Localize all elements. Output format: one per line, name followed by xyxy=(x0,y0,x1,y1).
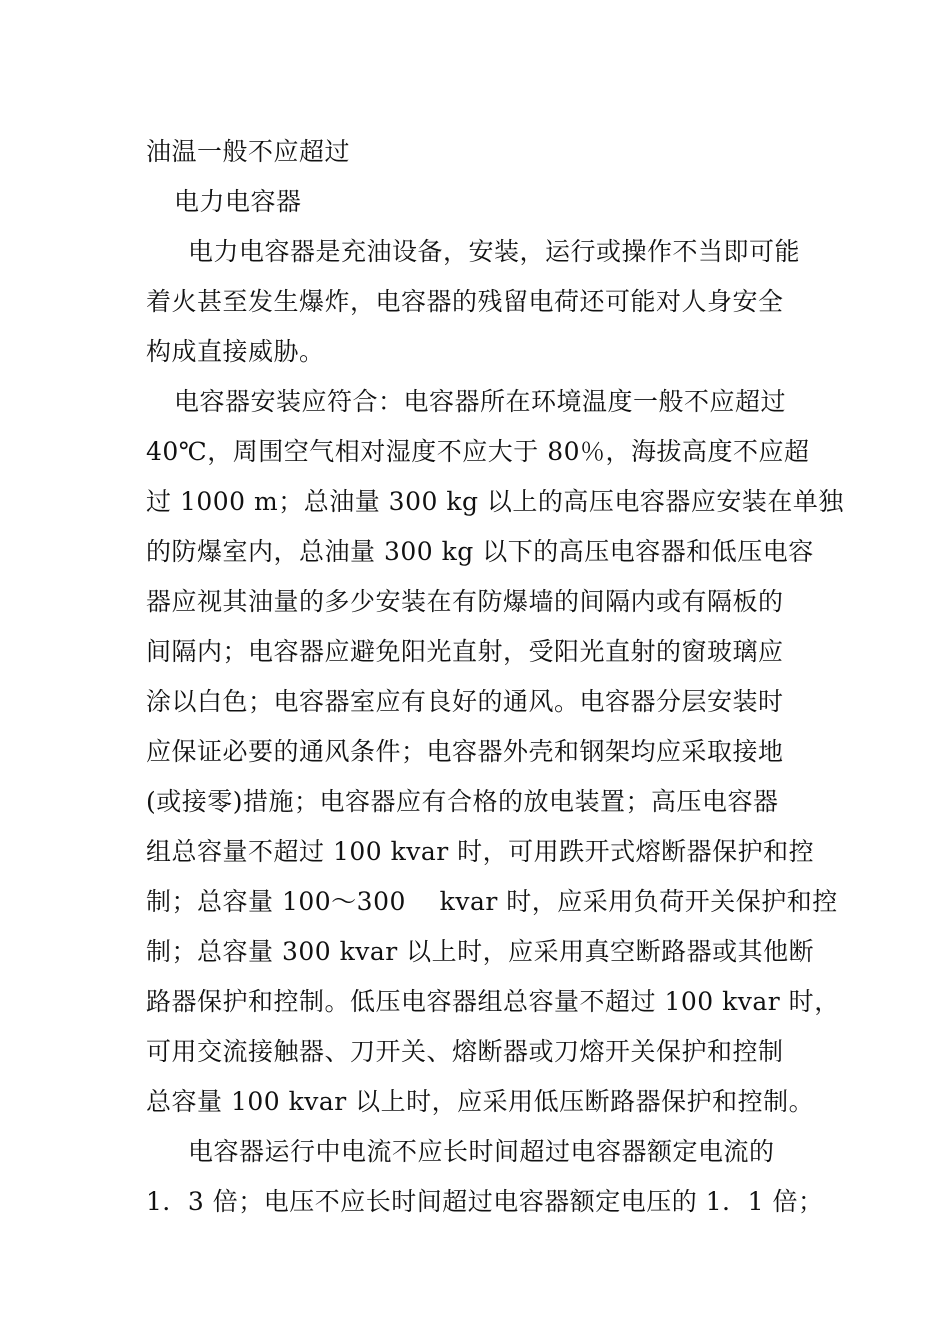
text-line-20: 总容量 100 kvar 以上时，应采用低压断路器保护和控制。 xyxy=(146,1087,815,1116)
text-line-6: 电容器安装应符合：电容器所在环境温度一般不应超过 xyxy=(174,387,787,416)
text-line-4: 着火甚至发生爆炸，电容器的残留电荷还可能对人身安全 xyxy=(146,287,784,316)
text-line-17: 制；总容量 300 kvar 以上时，应采用真空断路器或其他断 xyxy=(146,937,815,966)
text-line-18: 路器保护和控制。低压电容器组总容量不超过 100 kvar 时， xyxy=(146,987,840,1016)
text-line-19: 可用交流接触器、刀开关、熔断器或刀熔开关保护和控制 xyxy=(146,1037,784,1066)
text-line-8: 过 1000 m；总油量 300 kg 以上的高压电容器应安装在单独 xyxy=(146,487,844,516)
text-line-10: 器应视其油量的多少安装在有防爆墙的间隔内或有隔板的 xyxy=(146,587,784,616)
text-line-21: 电容器运行中电流不应长时间超过电容器额定电流的 xyxy=(188,1137,775,1166)
text-line-16: 制；总容量 100～300 kvar 时，应采用负荷开关保护和控 xyxy=(146,887,838,916)
text-line-11: 间隔内；电容器应避免阳光直射，受阳光直射的窗玻璃应 xyxy=(146,637,784,666)
text-line-9: 的防爆室内，总油量 300 kg 以下的高压电容器和低压电容 xyxy=(146,537,814,566)
section-heading: 电力电容器 xyxy=(174,187,302,216)
text-line-1: 油温一般不应超过 xyxy=(146,137,351,166)
text-line-5: 构成直接威胁。 xyxy=(146,337,325,366)
text-line-14: (或接零)措施；电容器应有合格的放电装置；高压电容器 xyxy=(146,787,779,816)
text-line-13: 应保证必要的通风条件；电容器外壳和钢架均应采取接地 xyxy=(146,737,784,766)
text-line-12: 涂以白色；电容器室应有良好的通风。电容器分层安装时 xyxy=(146,687,784,716)
text-line-22: 1．3 倍；电压不应长时间超过电容器额定电压的 1．1 倍； xyxy=(146,1187,824,1216)
text-line-3: 电力电容器是充油设备，安装，运行或操作不当即可能 xyxy=(188,237,801,266)
text-line-15: 组总容量不超过 100 kvar 时，可用跌开式熔断器保护和控 xyxy=(146,837,815,866)
text-line-7: 40℃，周围空气相对湿度不应大于 80％，海拔高度不应超 xyxy=(146,437,810,466)
